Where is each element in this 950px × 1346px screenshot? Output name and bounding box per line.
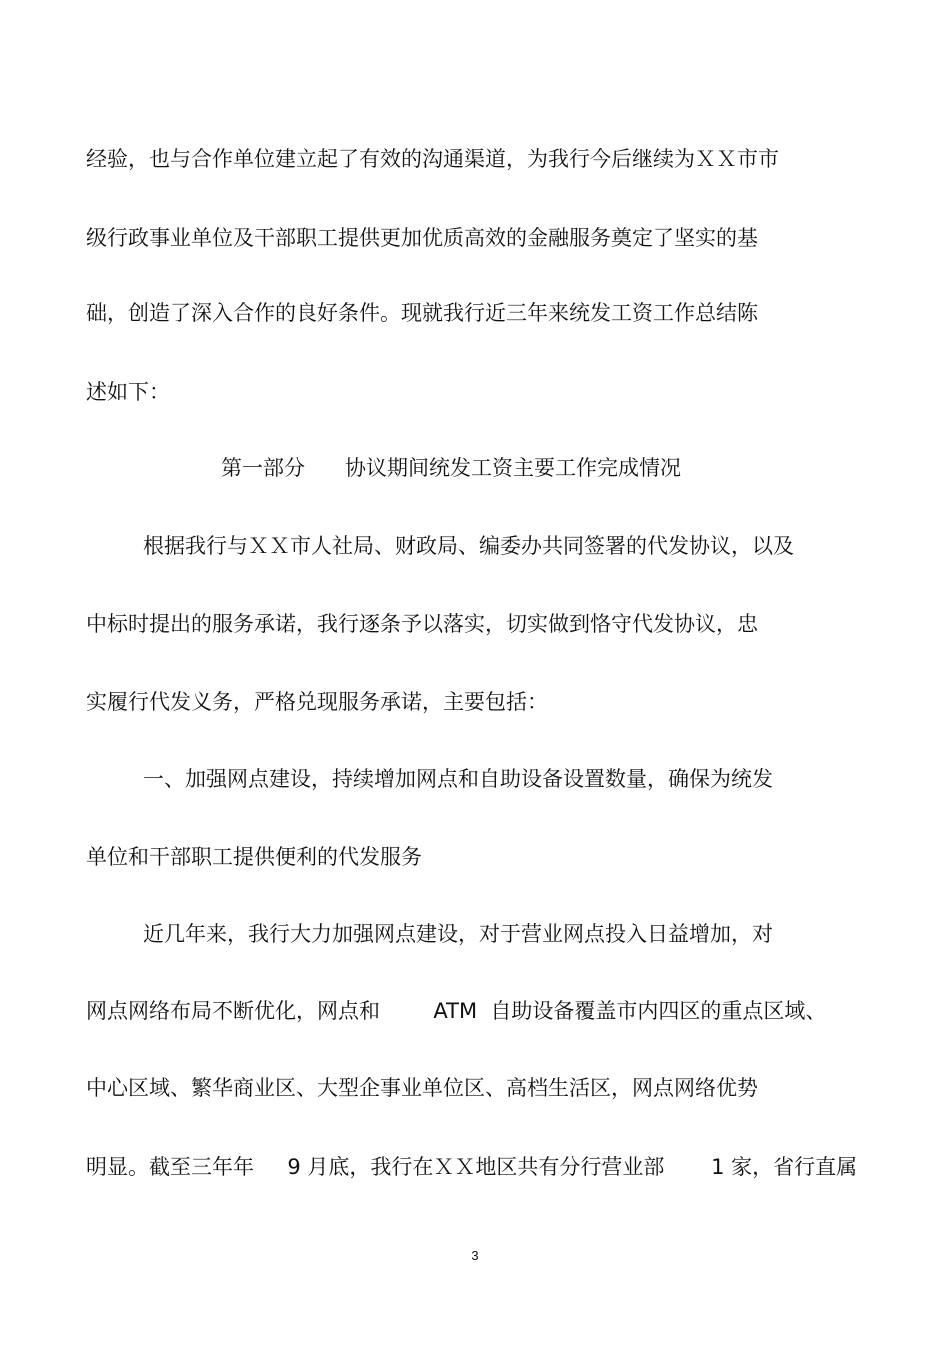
subsection-heading-line: 一、加强网点建设，持续增加网点和自助设备设置数量，确保为统发 xyxy=(143,767,773,791)
page-number: 3 xyxy=(471,1248,479,1263)
paragraph-line: 实履行代发义务，严格兑现服务承诺，主要包括： xyxy=(86,690,548,714)
paragraph-line: 级行政事业单位及干部职工提供更加优质高效的金融服务奠定了坚实的基 xyxy=(86,226,758,250)
subsection-heading-line: 单位和干部职工提供便利的代发服务 xyxy=(86,845,422,869)
paragraph-line: 明显。截至三年年 9 月底，我行在ＸＸ地区共有分行营业部 1 家，省行直属 xyxy=(86,1155,858,1179)
paragraph-line: 中心区域、繁华商业区、大型企事业单位区、高档生活区，网点网络优势 xyxy=(86,1076,758,1100)
paragraph-line: 述如下： xyxy=(86,380,170,404)
paragraph-line: 中标时提出的服务承诺，我行逐条予以落实，切实做到恪守代发协议，忠 xyxy=(86,612,758,636)
paragraph-line: 网点网络布局不断优化，网点和 ATM 自助设备覆盖市内四区的重点区域、 xyxy=(86,999,827,1023)
paragraph-line: 根据我行与ＸＸ市人社局、财政局、编委办共同签署的代发协议，以及 xyxy=(143,534,794,558)
section-heading: 第一部分 协议期间统发工资主要工作完成情况 xyxy=(221,456,682,480)
paragraph-line: 经验，也与合作单位建立起了有效的沟通渠道，为我行今后继续为ＸＸ市市 xyxy=(86,147,779,171)
paragraph-line: 础，创造了深入合作的良好条件。现就我行近三年来统发工资工作总结陈 xyxy=(86,301,758,325)
paragraph-line: 近几年来，我行大力加强网点建设，对于营业网点投入日益增加，对 xyxy=(143,922,773,946)
